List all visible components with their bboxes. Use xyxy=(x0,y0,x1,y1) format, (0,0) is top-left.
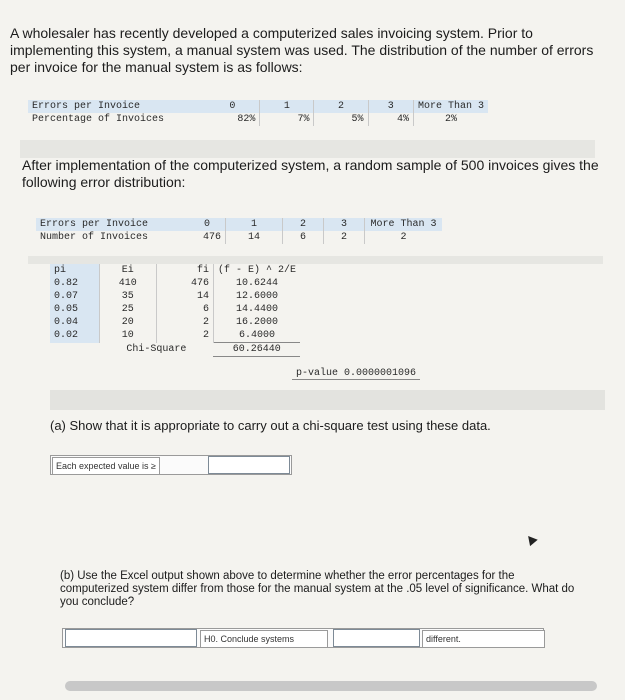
table-row xyxy=(50,329,300,343)
answer-b-input-1[interactable] xyxy=(65,629,197,647)
excel-cell: 0.82 xyxy=(50,277,99,290)
horizontal-scrollbar[interactable] xyxy=(65,681,597,691)
manual-row2-label: Percentage of Invoices xyxy=(32,114,165,125)
question-b: (b) Use the Excel output shown above to determine whether the error percentages for the computerized system differ from those for the manual system at the .05 level of significance. What do you conclude? xyxy=(60,570,575,608)
excel-cell: 10 xyxy=(99,329,156,343)
answer-b-label-2: different. xyxy=(422,630,545,648)
excel-output-table xyxy=(50,264,300,357)
excel-cell: 410 xyxy=(99,277,156,290)
excel-cell: 0.02 xyxy=(50,329,99,343)
excel-cell: 0.07 xyxy=(50,290,99,303)
computer-header-3: 3 xyxy=(324,218,365,231)
table-row xyxy=(50,290,300,303)
manual-value-0: 82% xyxy=(205,113,259,126)
chi-square-label: Chi-Square xyxy=(126,344,187,355)
computer-value-3: 2 xyxy=(324,231,365,244)
excel-cell: 14 xyxy=(156,290,213,303)
excel-cell: 16.2000 xyxy=(235,317,278,328)
excel-cell: 14.4400 xyxy=(235,304,278,315)
excel-header-chi-term: (f - E) ^ 2/E xyxy=(217,265,296,276)
excel-header-pi: pi xyxy=(50,264,99,277)
manual-row1-label: Errors per Invoice xyxy=(28,100,205,113)
divider-stripe-1 xyxy=(20,140,595,158)
answer-a-label: Each expected value is ≥ xyxy=(52,457,160,475)
excel-header-fi: fi xyxy=(156,264,213,277)
manual-header-0: 0 xyxy=(205,100,259,113)
question-a: (a) Show that it is appropriate to carry out a chi-square test using these data. xyxy=(50,418,491,433)
manual-value-4: 2% xyxy=(444,114,457,125)
answer-a-input[interactable] xyxy=(208,456,290,474)
table-row xyxy=(50,316,300,329)
excel-cell: 6.4000 xyxy=(213,329,300,343)
excel-cell: 6 xyxy=(156,303,213,316)
chi-square-value: 60.26440 xyxy=(213,343,300,357)
p-value: p-value 0.0000001096 xyxy=(292,368,420,380)
excel-cell: 25 xyxy=(99,303,156,316)
excel-cell: 0.04 xyxy=(50,316,99,329)
excel-cell: 2 xyxy=(156,329,213,343)
after-text: After implementation of the computerized system, a random sample of 500 invoices gives the following error distribution: xyxy=(22,157,599,190)
manual-header-1: 1 xyxy=(260,100,314,113)
excel-cell: 0.05 xyxy=(50,303,99,316)
computer-value-4: 2 xyxy=(400,232,407,243)
excel-cell: 35 xyxy=(99,290,156,303)
excel-header-ei: Ei xyxy=(99,264,156,277)
manual-table xyxy=(28,100,488,126)
excel-cell: 10.6244 xyxy=(235,278,278,289)
computer-row1-label: Errors per Invoice xyxy=(36,218,189,231)
excel-cell: 12.6000 xyxy=(235,291,278,302)
manual-header-3: 3 xyxy=(368,100,413,113)
computer-header-1: 1 xyxy=(226,218,283,231)
answer-b-label-1: H0. Conclude systems xyxy=(200,630,328,648)
computer-header-4: More Than 3 xyxy=(365,218,443,231)
manual-value-3: 4% xyxy=(368,113,413,126)
computer-table xyxy=(36,218,442,244)
computer-value-0: 476 xyxy=(189,231,226,244)
intro-text: A wholesaler has recently developed a computerized sales invoicing system. Prior to implementing this system, a manual system was used. The distribution of the number of errors per invoice for the manual system is as follows: xyxy=(10,25,594,75)
excel-cell: 2 xyxy=(156,316,213,329)
manual-header-2: 2 xyxy=(314,100,368,113)
table-row xyxy=(50,277,300,290)
manual-value-1: 7% xyxy=(260,113,314,126)
mouse-cursor-icon xyxy=(524,533,537,546)
answer-b-input-2[interactable] xyxy=(333,629,420,647)
excel-cell: 476 xyxy=(156,277,213,290)
computer-header-2: 2 xyxy=(283,218,324,231)
manual-header-4: More Than 3 xyxy=(413,100,488,113)
computer-value-1: 14 xyxy=(226,231,283,244)
manual-value-2: 5% xyxy=(314,113,368,126)
computer-header-0: 0 xyxy=(189,218,226,231)
computer-value-2: 6 xyxy=(283,231,324,244)
computer-row2-label: Number of Invoices xyxy=(40,232,149,243)
divider-stripe-3 xyxy=(50,390,605,410)
table-row xyxy=(50,303,300,316)
divider-stripe-2 xyxy=(28,256,603,264)
excel-cell: 20 xyxy=(99,316,156,329)
